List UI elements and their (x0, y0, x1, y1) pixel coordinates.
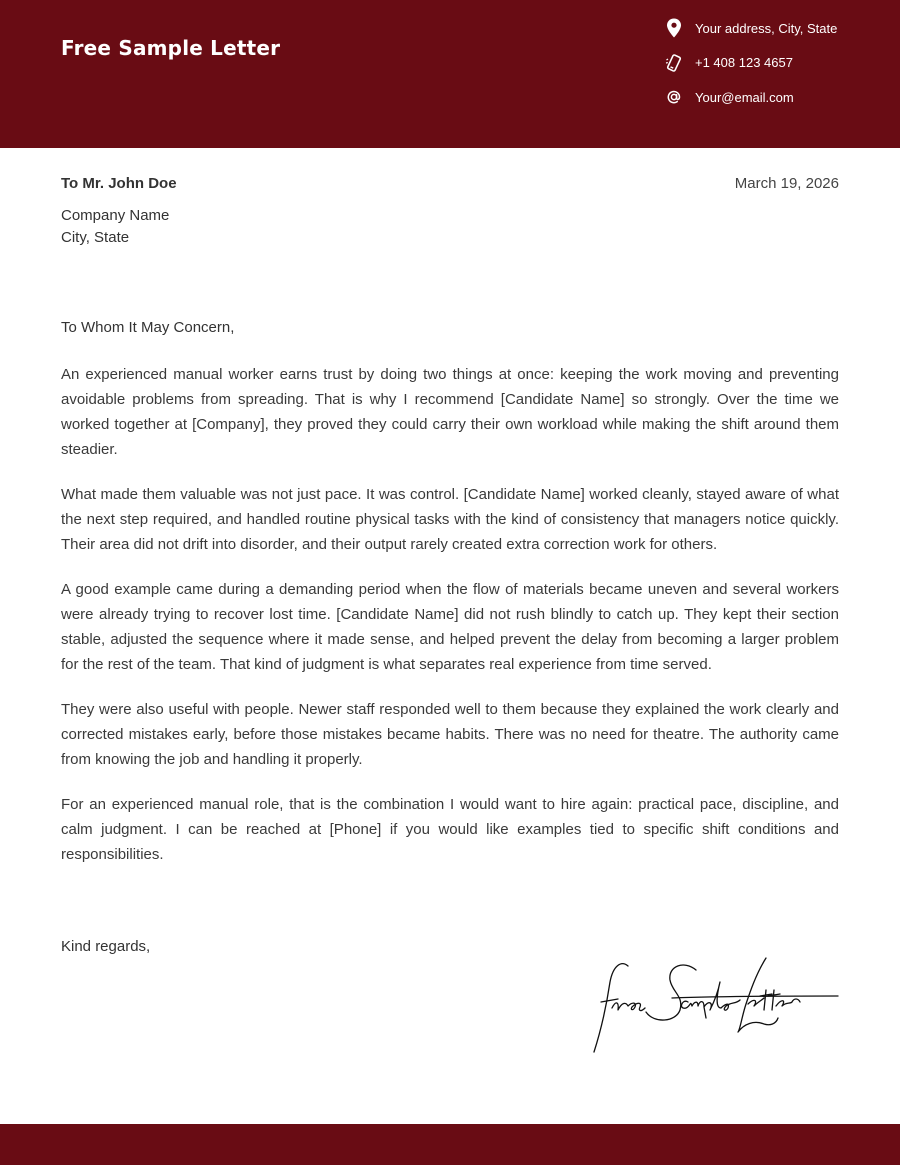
handwritten-signature (588, 952, 843, 1062)
email-text: Your@email.com (695, 89, 794, 105)
closing-line: Kind regards, (61, 938, 151, 955)
footer-bar (0, 1124, 900, 1165)
recipient-address (61, 205, 169, 249)
location-pin-icon (665, 19, 683, 37)
address-text: Your address, City, State (695, 20, 838, 36)
phone-icon (665, 54, 683, 72)
body-paragraph: For an experienced manual role, that is the combination I would want to hire again: practical pace, discipline, and calm judgment. I can be reached at [Phone] if you would like examples tied to specific shift conditions and responsibilities. (61, 796, 839, 863)
contact-address (665, 17, 837, 39)
recipient-name: To Mr. John Doe (61, 175, 177, 192)
recipient-company: Company Name (61, 207, 170, 224)
contact-phone (665, 52, 837, 74)
letterhead-header (0, 0, 900, 148)
contact-email (665, 86, 837, 108)
letter-body (61, 362, 839, 887)
body-paragraph: What made them valuable was not just pace. It was control. [Candidate Name] worked cleanly, stayed aware of what the next step required, and handled routine physical tasks with the kind of consistency that managers notice quickly. Their area did not drift into disorder, and their output rarely created extra correction work for others. (61, 486, 839, 553)
recipient-location: City, State (61, 229, 130, 246)
brand-title: Free Sample Letter (61, 36, 281, 60)
body-paragraph: An experienced manual worker earns trust by doing two things at once: keeping the work moving and preventing avoidable problems from spreading. That is why I recommend [Candidate Name] so strongly. Over the time we worked together at [Company], they proved they could carry their own workload while making the shift around them steadier. (61, 366, 839, 458)
letter-date: March 19, 2026 (734, 175, 839, 192)
body-paragraph: A good example came during a demanding period when the flow of materials became uneven and several workers were already trying to recover lost time. [Candidate Name] did not rush blindly to catch up. They kept their section stable, adjusted the sequence where it made sense, and helped prevent the delay from becoming a larger problem for the rest of the team. That kind of judgment is what separates real experience from time served. (61, 581, 839, 673)
phone-text: +1 408 123 4657 (695, 55, 793, 70)
at-sign-icon (665, 88, 683, 106)
salutation: To Whom It May Concern, (61, 319, 235, 336)
body-paragraph: They were also useful with people. Newer staff responded well to them because they explained the work clearly and corrected mistakes early, before those mistakes became habits. There was no need for theatre. The authority came from knowing the job and handling it properly. (61, 701, 839, 768)
contact-info (665, 17, 837, 121)
